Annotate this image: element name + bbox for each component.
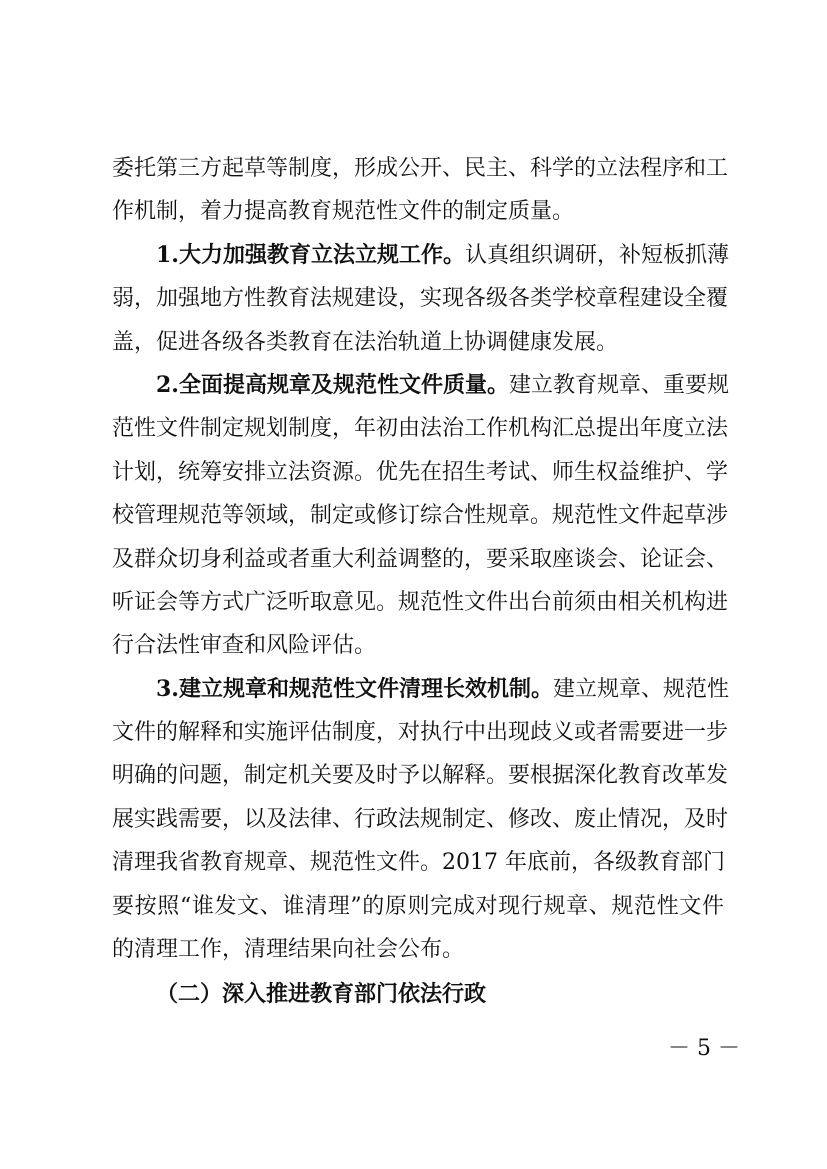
section-heading: （二）深入推进教育部门依法行政 (156, 982, 487, 1007)
paragraph-lead-line (112, 234, 729, 277)
line-text: 委托第三方起草等制度，形成公开、民主、科学的立法程序和工 (112, 156, 729, 181)
line-text: 展实践需要，以及法律、行政法规制定、修改、废止情况，及时 (112, 806, 729, 832)
line-text: 及群众切身利益或者重大利益调整的，要采取座谈会、论证会、 (112, 546, 729, 572)
paragraph-lead-line (112, 364, 729, 407)
line-text: 计划，统筹安排立法资源。优先在招生考试、师生权益维护、学 (112, 459, 729, 485)
line-text: 作机制，着力提高教育规范性文件的制定质量。 (112, 199, 575, 225)
text-line (112, 711, 729, 754)
text-line (112, 624, 724, 667)
body-text (112, 147, 729, 971)
line-text: 范性文件制定规划制度，年初由法治工作机构汇总提出年度立法 (112, 416, 729, 442)
line-text: 认真组织调研，补短板抓薄 (464, 242, 729, 268)
text-line (112, 928, 724, 971)
item-heading: 3.建立规章和规范性文件清理长效机制。 (156, 675, 553, 702)
line-text: 明确的问题，制定机关要及时予以解释。要根据深化教育改革发 (112, 763, 729, 789)
text-line (112, 885, 724, 928)
line-text: 建立教育规章、重要规 (508, 372, 729, 398)
line-text: 弱，加强地方性教育法规建设，实现各级各类学校章程建设全覆 (112, 286, 729, 312)
line-text: 要按照“谁发文、谁清理”的原则完成对现行规章、规范性文件 (112, 893, 724, 919)
text-line (112, 581, 729, 624)
text-line (112, 147, 729, 190)
text-line (112, 494, 729, 537)
text-line (112, 190, 724, 233)
page-number: － 5 － (668, 1036, 740, 1061)
text-line (112, 841, 724, 884)
line-text: 的清理工作，清理结果向社会公布。 (112, 937, 465, 963)
line-text: 听证会等方式广泛听取意见。规范性文件出台前须由相关机构进 (112, 589, 729, 615)
line-text: 行合法性审查和风险评估。 (112, 633, 377, 659)
item-heading: 2.全面提高规章及规范性文件质量。 (156, 371, 509, 398)
line-text: 盖，促进各级各类教育在法治轨道上协调健康发展。 (112, 329, 619, 355)
line-text: 校管理规范等领域，制定或修订综合性规章。规范性文件起草涉 (112, 503, 729, 529)
line-text: 建立规章、规范性 (552, 676, 729, 702)
text-line (112, 451, 729, 494)
line-text: 文件的解释和实施评估制度，对执行中出现歧义或者需要进一步 (112, 720, 729, 746)
text-line (112, 277, 729, 320)
text-line (112, 754, 729, 797)
text-line (112, 407, 729, 450)
text-line (112, 321, 724, 364)
line-text: 清理我省教育规章、规范性文件。2017 年底前，各级教育部门 (112, 850, 725, 876)
text-line (112, 538, 729, 581)
item-heading: 1.大力加强教育立法立规工作。 (156, 241, 465, 268)
text-line (112, 798, 729, 841)
paragraph-lead-line (112, 668, 729, 711)
